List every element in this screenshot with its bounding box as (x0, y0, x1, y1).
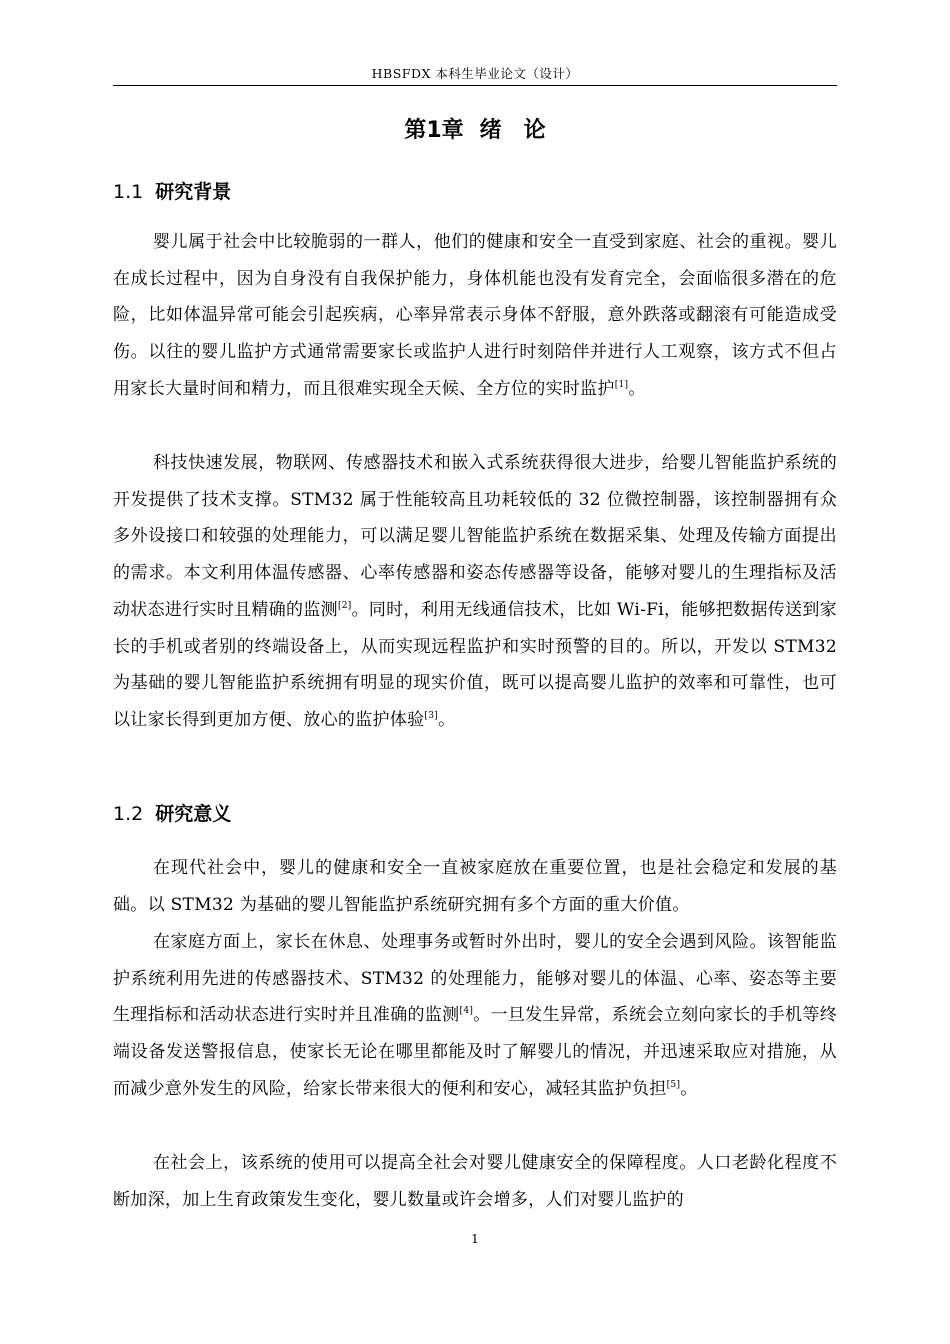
chapter-name: 绪 论 (479, 118, 546, 143)
section-heading-1-2 (113, 799, 837, 829)
paragraph-text-cont: 。同时，利用无线通信技术，比如 Wi-Fi，能够把数据传送到家长的手机或者别的终端设备上，从而实现远程监护和实时预警的目的。所以，开发以 STM32 为基础的婴儿智能监护系统拥有明显的现实价值，既可以提高婴儿监护的效率和可靠性，也可以让家长得到更加方便、放心的监护体验 (113, 599, 837, 730)
paragraph (113, 924, 837, 1108)
page-number: 1 (471, 1232, 479, 1246)
paragraph-text-end: 。 (628, 378, 646, 399)
paragraph (113, 224, 837, 408)
paragraph-text: 婴儿属于社会中比较脆弱的一群人，他们的健康和安全一直受到家庭、社会的重视。婴儿在成长过程中，因为自身没有自我保护能力，身体机能也没有发育完全，会面临很多潜在的危险，比如体温异常可能会引起疾病，心率异常表示身体不舒服，意外跌落或翻滚有可能造成受伤。以往的婴儿监护方式通常需要家长或监护人进行时刻陪伴并进行人工观察，该方式不但占用家长大量时间和精力，而且很难实现全天候、全方位的实时监护 (113, 232, 837, 399)
paragraph (113, 850, 837, 923)
paragraph-text: 在现代社会中，婴儿的健康和安全一直被家庭放在重要位置，也是社会稳定和发展的基础。以 STM32 为基础的婴儿智能监护系统研究拥有多个方面的重大价值。 (113, 858, 837, 915)
paragraph-text: 科技快速发展，物联网、传感器技术和嵌入式系统获得很大进步，给婴儿智能监护系统的开发提供了技术支撑。STM32 属于性能较高且功耗较低的 32 位微控制器，该控制器拥有众多外设接口和较强的处理能力，可以满足婴儿智能监护系统在数据采集、处理及传输方面提出的需求。本文利用体温传感器、心率传感器和姿态传感器等设备，能够对婴儿的生理指标及活动状态进行实时且精确的监测 (113, 453, 837, 620)
paragraph-text-end: 。 (680, 1078, 698, 1099)
citation: [5] (666, 1079, 681, 1090)
section-number: 1.2 (113, 803, 144, 825)
page-header: HBSFDX 本科生毕业论文（设计） (113, 62, 837, 86)
section-title: 研究背景 (155, 181, 232, 203)
paragraph-text-end: 。 (438, 709, 456, 730)
citation: [1] (614, 379, 629, 390)
section-number: 1.1 (113, 181, 144, 203)
section-title: 研究意义 (155, 803, 232, 825)
paragraph (113, 1145, 837, 1218)
chapter-number: 第1章 (404, 118, 464, 143)
paragraph-text: 在社会上，该系统的使用可以提高全社会对婴儿健康安全的保障程度。人口老龄化程度不断加深，加上生育政策发生变化，婴儿数量或许会增多，人们对婴儿监护的 (113, 1153, 837, 1210)
paragraph-text: 在家庭方面上，家长在休息、处理事务或暂时外出时，婴儿的安全会遇到风险。该智能监护系统利用先进的传感器技术、STM32 的处理能力，能够对婴儿的体温、心率、姿态等主要生理指标和活动状态进行实时并且准确的监测 (113, 932, 837, 1026)
section-heading-1-1 (113, 177, 837, 207)
citation: [4] (459, 1006, 474, 1017)
citation: [2] (337, 600, 352, 611)
paragraph-text-cont: 。一旦发生异常，系统会立刻向家长的手机等终端设备发送警报信息，使家长无论在哪里都能及时了解婴儿的情况，并迅速采取应对措施，从而减少意外发生的风险，给家长带来很大的便利和安心，减轻其监护负担 (113, 1005, 837, 1099)
citation: [3] (424, 710, 439, 721)
chapter-title (113, 114, 837, 148)
paragraph (113, 445, 837, 739)
